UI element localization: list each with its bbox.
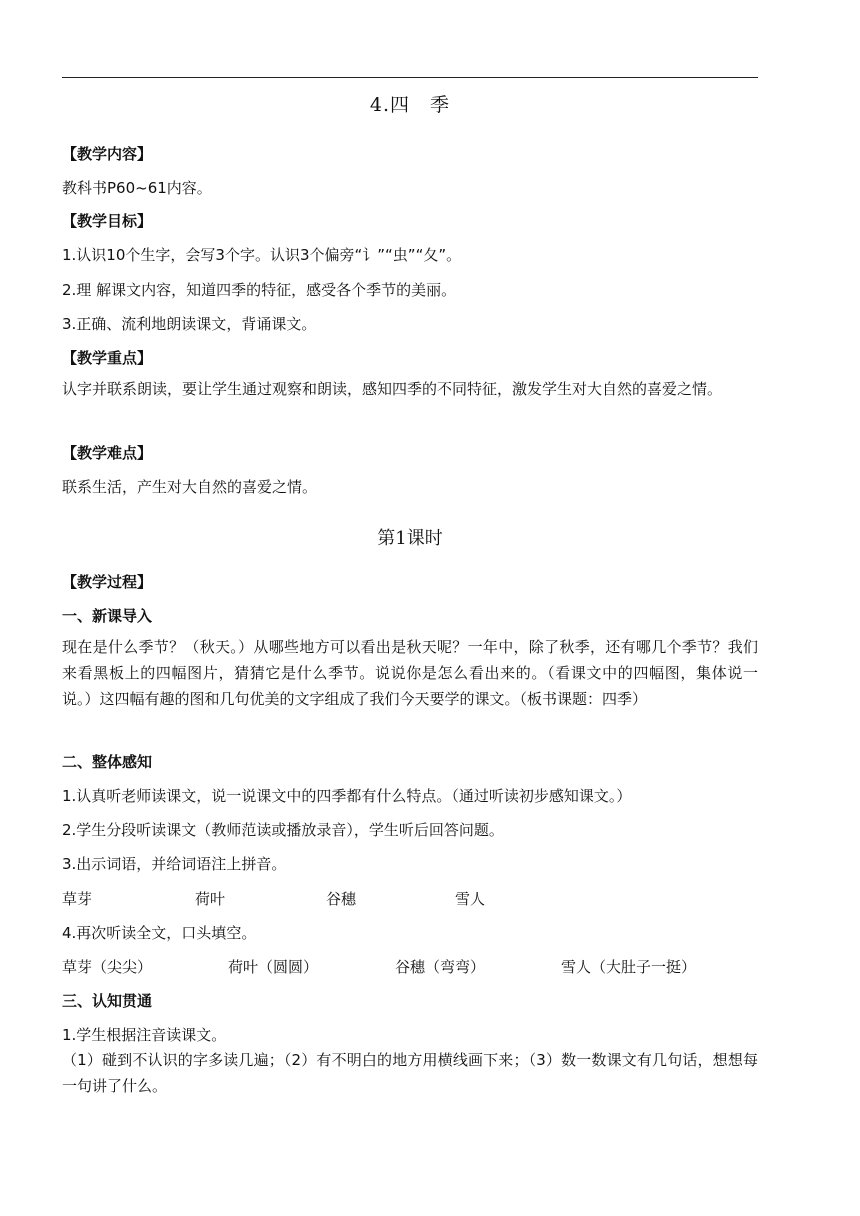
section-2-item-4: 4.再次听读全文，口头填空。 xyxy=(62,924,257,942)
word-item: 草芽 xyxy=(62,890,93,908)
process-heading: 【教学过程】 xyxy=(62,573,153,591)
word-item: 谷穗 xyxy=(326,890,357,908)
goals-heading: 【教学目标】 xyxy=(62,212,153,230)
section-1-text: 现在是什么季节？（秋天。）从哪些地方可以看出是秋天呢？一年中，除了秋季，还有哪几个季节？我们来看黑板上的四幅图片，猜猜它是什么季节。说说你是怎么看出来的。（看课文中的四幅图，集体说一说。）这四幅有趣的图和几句优美的文字组成了我们今天要学的课文。（板书课题：四季） xyxy=(62,638,758,708)
word-item: 荷叶 xyxy=(195,890,226,908)
content-text: 教科书P60~61内容。 xyxy=(62,179,212,197)
goal-item-2: 2.理 解课文内容，知道四季的特征，感受各个季节的美丽。 xyxy=(62,281,457,299)
header-rule xyxy=(62,77,758,78)
fill-item: 荷叶（圆圆） xyxy=(228,958,319,976)
word-item: 雪人 xyxy=(455,890,486,908)
section-2-heading: 二、整体感知 xyxy=(62,753,153,771)
fill-item: 草芽（尖尖） xyxy=(62,958,153,976)
lesson-period-title: 第1课时 xyxy=(377,528,443,549)
section-1-heading: 一、新课导入 xyxy=(62,607,153,625)
lesson-title: 4.四 季 xyxy=(369,94,451,116)
fill-item: 雪人（大肚子一挺） xyxy=(561,958,697,976)
difficulty-heading: 【教学难点】 xyxy=(62,444,153,462)
section-2-item-3: 3.出示词语，并给词语注上拼音。 xyxy=(62,855,287,873)
goal-item-1: 1.认识10个生字，会写3个字。认识3个偏旁“讠”“虫”“夂”。 xyxy=(62,246,462,264)
difficulty-text: 联系生活，产生对大自然的喜爱之情。 xyxy=(62,478,318,496)
section-3-text: （1）碰到不认识的字多读几遍；（2）有不明白的地方用横线画下来；（3）数一数课文有几句话，想想每一句讲了什么。 xyxy=(62,1051,758,1095)
section-2-item-2: 2.学生分段听读课文（教师范读或播放录音），学生听后回答问题。 xyxy=(62,821,504,839)
section-3-heading: 三、认知贯通 xyxy=(62,992,153,1010)
goal-item-3: 3.正确、流利地朗读课文，背诵课文。 xyxy=(62,315,317,333)
key-points-text: 认字并联系朗读，要让学生通过观察和朗读，感知四季的不同特征，激发学生对大自然的喜爱之情。 xyxy=(62,380,723,398)
key-points-heading: 【教学重点】 xyxy=(62,349,153,367)
section-2-item-1: 1.认真听老师读课文，说一说课文中的四季都有什么特点。（通过听读初步感知课文。） xyxy=(62,787,632,805)
section-3-item-1: 1.学生根据注音读课文。 xyxy=(62,1026,227,1044)
content-heading: 【教学内容】 xyxy=(62,145,153,163)
fill-item: 谷穗（弯弯） xyxy=(395,958,486,976)
